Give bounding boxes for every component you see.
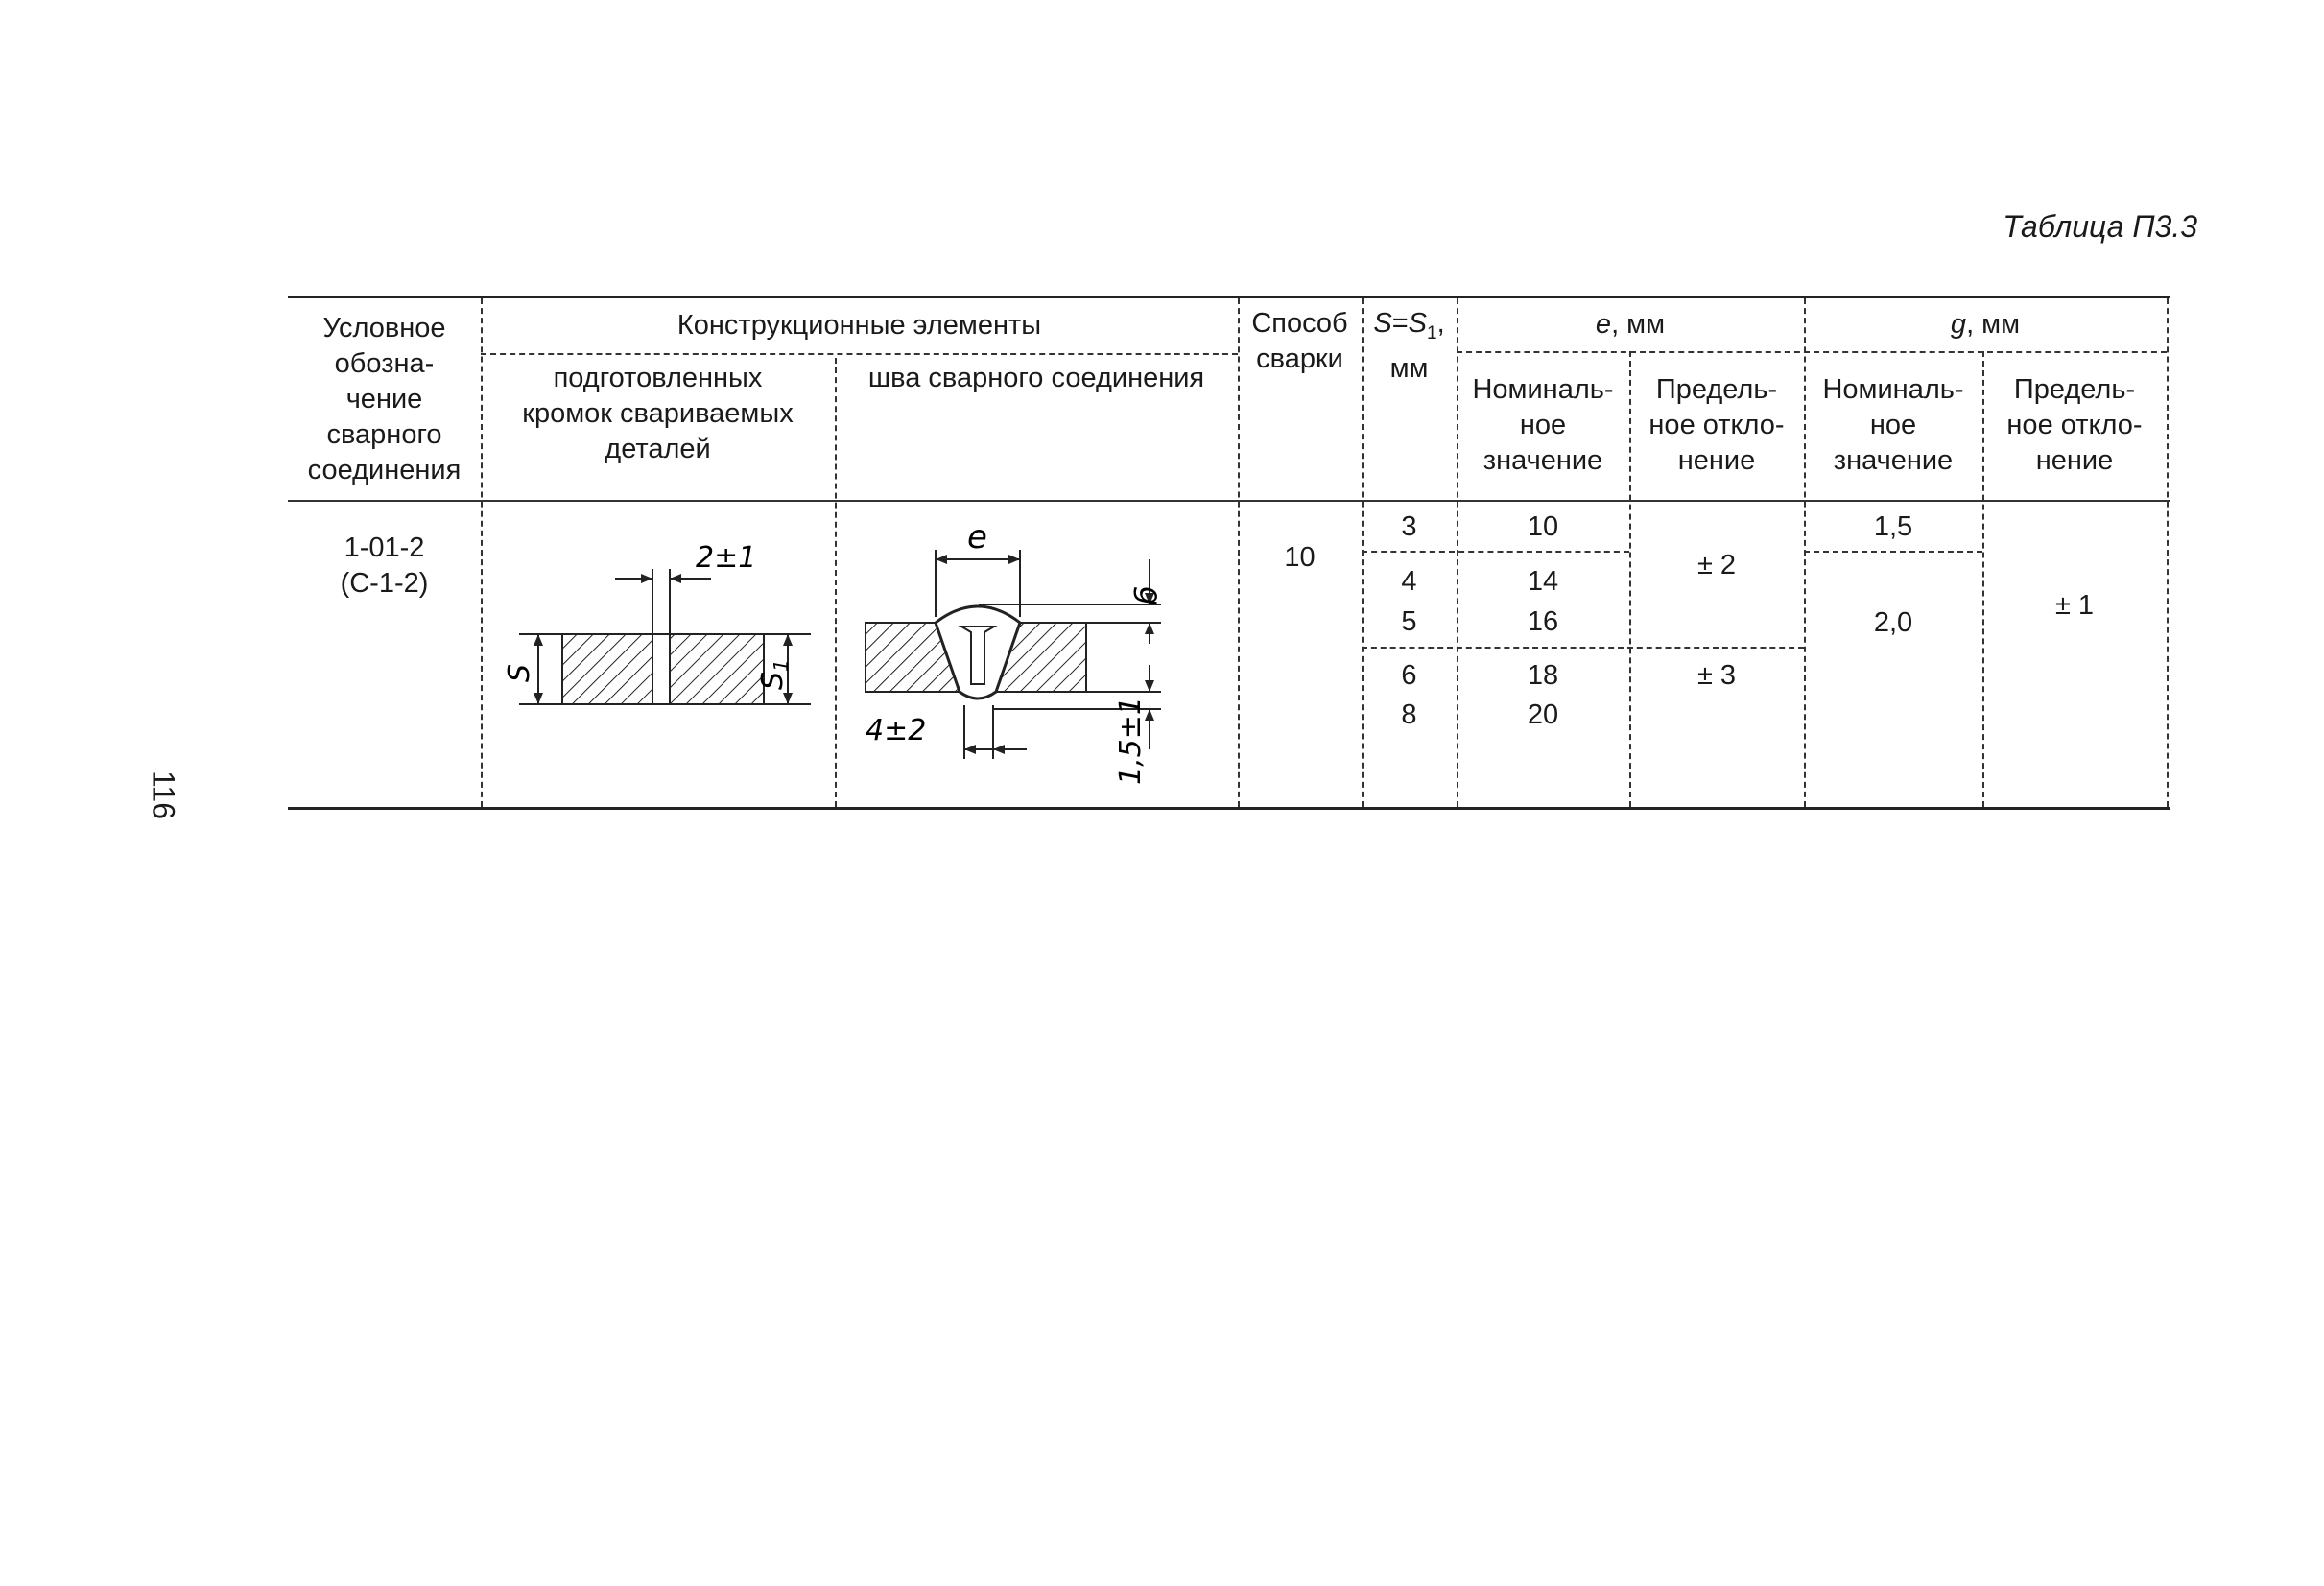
- e-nominal-value: 14: [1527, 565, 1559, 597]
- designation-header: Условное обозна- чение сварного соединения: [307, 312, 462, 485]
- welding-method-value: 10: [1284, 541, 1316, 573]
- elements-header: Конструкционные элементы: [676, 310, 1042, 341]
- thickness-s-label: S: [503, 663, 536, 682]
- thickness-s1-label: $S_1$: [756, 659, 793, 690]
- thickness-value: 5: [1401, 605, 1417, 637]
- seam-header: шва сварного соединения: [867, 363, 1205, 393]
- root-height-label: 1,5±1: [1114, 697, 1148, 785]
- edges-header: подготовленных кромок свариваемых деталей: [522, 363, 794, 464]
- joint-designation: 1-01-2 (С-1-2): [340, 533, 429, 599]
- g-deviation-header: Предель- ное откло- нение: [2006, 374, 2143, 476]
- table-caption: Таблица П3.3: [2003, 209, 2197, 244]
- thickness-value: 6: [1401, 659, 1417, 691]
- reinforcement-g-label: g: [1132, 586, 1169, 606]
- g-nominal-header: Номиналь- ное значение: [1822, 374, 1964, 476]
- left-plate: [562, 634, 652, 704]
- thickness-value: 3: [1401, 510, 1417, 542]
- g-nominal-value: 2,0: [1873, 606, 1913, 638]
- thickness-header: $S=S_1$, мм: [1373, 308, 1445, 384]
- edge-preparation-sketch: [481, 502, 835, 799]
- gap-dimension-label: 2±1: [696, 541, 757, 575]
- thickness-value: 4: [1401, 565, 1417, 597]
- g-deviation-value: ± 1: [2054, 589, 2095, 621]
- page-number: 116: [146, 769, 181, 819]
- thickness-value: 8: [1401, 698, 1417, 730]
- right-plate: [670, 634, 764, 704]
- seam-width-e-label: e: [967, 518, 987, 556]
- e-deviation-value: ± 2: [1696, 549, 1737, 580]
- e-nominal-value: 16: [1527, 605, 1559, 637]
- e-deviation-value: ± 3: [1696, 659, 1737, 691]
- weld-joint-table: [288, 296, 2170, 810]
- weld-seam-sketch: [835, 502, 1238, 799]
- e-group-header: e, мм: [1595, 309, 1666, 340]
- e-nominal-value: 18: [1527, 659, 1559, 691]
- e-nominal-value: 20: [1527, 698, 1559, 730]
- e-nominal-value: 10: [1527, 510, 1559, 542]
- method-header: Способ сварки: [1251, 308, 1348, 374]
- e-nominal-header: Номиналь- ное значение: [1472, 374, 1614, 476]
- g-nominal-value: 1,5: [1873, 510, 1913, 542]
- root-width-label: 4±2: [866, 714, 927, 747]
- e-deviation-header: Предель- ное откло- нение: [1648, 374, 1785, 476]
- g-group-header: g, мм: [1950, 309, 2021, 340]
